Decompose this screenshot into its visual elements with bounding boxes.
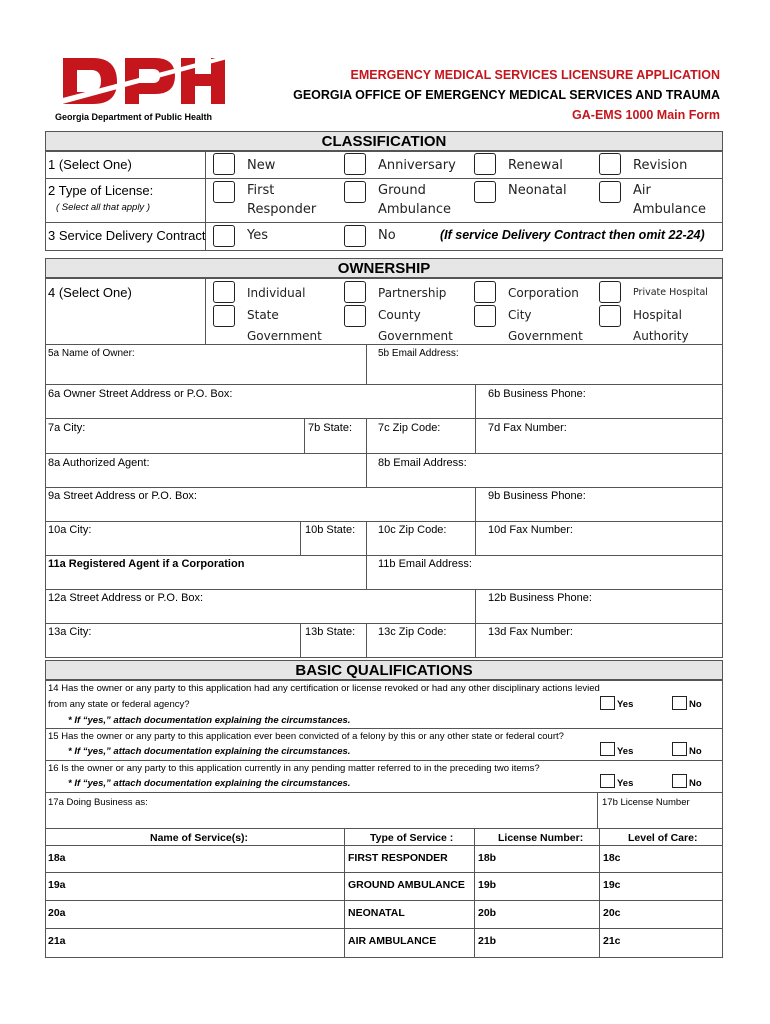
contract-note: (If service Delivery Contract then omit 22-24) <box>440 228 705 242</box>
option-hospital-1: Hospital <box>633 308 682 322</box>
question-16-note: * If “yes,” attach documentation explaining the circumstances. <box>68 778 351 789</box>
classification-heading: CLASSIFICATION <box>45 131 723 151</box>
cell-ground-ambulance: GROUND AMBULANCE <box>348 879 465 891</box>
cell-20b[interactable]: 20b <box>478 907 497 919</box>
q16-yes-label: Yes <box>617 778 634 789</box>
checkbox-neonatal[interactable] <box>474 181 496 203</box>
header-level-of-care: Level of Care: <box>628 832 698 844</box>
classification-q1-label: 1 (Select One) <box>48 157 132 172</box>
field-10c-zip[interactable]: 10c Zip Code: <box>378 524 447 536</box>
checkbox-q14-no[interactable] <box>672 696 687 710</box>
form-title: EMERGENCY MEDICAL SERVICES LICENSURE APPLICATION <box>350 68 720 82</box>
checkbox-new[interactable] <box>213 153 235 175</box>
checkbox-q16-no[interactable] <box>672 774 687 788</box>
checkbox-city-government[interactable] <box>474 305 496 327</box>
classification-q2-label: 2 Type of License: <box>48 183 154 198</box>
checkbox-revision[interactable] <box>599 153 621 175</box>
checkbox-renewal[interactable] <box>474 153 496 175</box>
q15-yes-label: Yes <box>617 746 634 757</box>
option-ground-ambulance-1: Ground <box>378 183 426 198</box>
option-county-2: Government <box>378 329 453 343</box>
field-7d-fax[interactable]: 7d Fax Number: <box>488 422 567 434</box>
checkbox-partnership[interactable] <box>344 281 366 303</box>
checkbox-air-ambulance[interactable] <box>599 181 621 203</box>
option-contract-yes: Yes <box>247 228 268 243</box>
option-anniversary: Anniversary <box>378 158 456 173</box>
field-10a-city[interactable]: 10a City: <box>48 524 92 536</box>
cell-18a[interactable]: 18a <box>48 852 66 864</box>
cell-18b[interactable]: 18b <box>478 852 497 864</box>
checkbox-contract-yes[interactable] <box>213 225 235 247</box>
office-title: GEORGIA OFFICE OF EMERGENCY MEDICAL SERVICES AND TRAUMA <box>293 88 720 102</box>
checkbox-q16-yes[interactable] <box>600 774 615 788</box>
checkbox-individual[interactable] <box>213 281 235 303</box>
q15-no-label: No <box>689 746 702 757</box>
option-city-1: City <box>508 308 532 322</box>
q14-yes-label: Yes <box>617 699 634 710</box>
field-12a-address[interactable]: 12a Street Address or P.O. Box: <box>48 592 204 604</box>
field-7b-state[interactable]: 7b State: <box>308 422 353 434</box>
select-all-note: ( Select all that apply ) <box>56 202 150 213</box>
cell-19c[interactable]: 19c <box>603 879 621 891</box>
cell-19b[interactable]: 19b <box>478 879 497 891</box>
header-type-of-service: Type of Service : <box>370 832 454 844</box>
checkbox-q15-yes[interactable] <box>600 742 615 756</box>
header-license-number: License Number: <box>498 832 584 844</box>
checkbox-corporation[interactable] <box>474 281 496 303</box>
option-first-responder-2: Responder <box>247 202 317 217</box>
field-17a-dba[interactable]: 17a Doing Business as: <box>48 797 148 808</box>
cell-20c[interactable]: 20c <box>603 907 621 919</box>
field-10d-fax[interactable]: 10d Fax Number: <box>488 524 573 536</box>
option-new: New <box>247 158 276 173</box>
field-10b-state[interactable]: 10b State: <box>305 524 356 536</box>
option-air-ambulance-1: Air <box>633 183 651 198</box>
ownership-q4-label: 4 (Select One) <box>48 285 132 300</box>
q14-no-label: No <box>689 699 702 710</box>
checkbox-hospital-authority[interactable] <box>599 305 621 327</box>
field-7a-city[interactable]: 7a City: <box>48 422 86 434</box>
field-13c-zip[interactable]: 13c Zip Code: <box>378 626 447 638</box>
q16-no-label: No <box>689 778 702 789</box>
option-state-1: State <box>247 308 279 322</box>
question-15-note: * If “yes,” attach documentation explaining the circumstances. <box>68 746 351 757</box>
option-contract-no: No <box>378 228 396 243</box>
question-15-text: 15 Has the owner or any party to this application ever been convicted of a felony by this or any other state or federal court? <box>48 731 564 742</box>
basic-qualifications-heading: BASIC QUALIFICATIONS <box>45 660 723 680</box>
field-5b-email[interactable]: 5b Email Address: <box>378 348 459 359</box>
field-8a-agent[interactable]: 8a Authorized Agent: <box>48 457 150 469</box>
question-14-note: * If “yes,” attach documentation explaining the circumstances. <box>68 715 351 726</box>
option-revision: Revision <box>633 158 688 173</box>
classification-q3-label: 3 Service Delivery Contract <box>48 228 206 243</box>
checkbox-county-government[interactable] <box>344 305 366 327</box>
option-first-responder-1: First <box>247 183 275 198</box>
checkbox-q14-yes[interactable] <box>600 696 615 710</box>
cell-first-responder: FIRST RESPONDER <box>348 852 448 864</box>
header-name-of-service: Name of Service(s): <box>150 832 249 844</box>
option-hospital-2: Authority <box>633 329 689 343</box>
option-private-hospital: Private Hospital <box>633 287 708 298</box>
question-14-text: 14 Has the owner or any party to this application had any certification or license revoked or had any other disciplinary actions levied <box>48 683 600 694</box>
field-13d-fax[interactable]: 13d Fax Number: <box>488 626 573 638</box>
option-ground-ambulance-2: Ambulance <box>378 202 452 217</box>
field-17b-license[interactable]: 17b License Number <box>602 797 690 808</box>
cell-air-ambulance: AIR AMBULANCE <box>348 935 437 947</box>
field-7c-zip[interactable]: 7c Zip Code: <box>378 422 441 434</box>
cell-18c[interactable]: 18c <box>603 852 621 864</box>
field-6b-phone[interactable]: 6b Business Phone: <box>488 388 586 400</box>
cell-19a[interactable]: 19a <box>48 879 66 891</box>
checkbox-q15-no[interactable] <box>672 742 687 756</box>
checkbox-ground-ambulance[interactable] <box>344 181 366 203</box>
checkbox-state-government[interactable] <box>213 305 235 327</box>
option-neonatal: Neonatal <box>508 183 567 198</box>
option-county-1: County <box>378 308 421 322</box>
field-12b-phone[interactable]: 12b Business Phone: <box>488 592 592 604</box>
option-air-ambulance-2: Ambulance <box>633 202 707 217</box>
checkbox-first-responder[interactable] <box>213 181 235 203</box>
field-5a-owner-name[interactable]: 5a Name of Owner: <box>48 348 135 359</box>
field-13a-city[interactable]: 13a City: <box>48 626 92 638</box>
checkbox-contract-no[interactable] <box>344 225 366 247</box>
field-11b-email[interactable]: 11b Email Address: <box>378 558 472 570</box>
cell-21c[interactable]: 21c <box>603 935 621 947</box>
cell-21a[interactable]: 21a <box>48 935 66 947</box>
checkbox-private-hospital[interactable] <box>599 281 621 303</box>
field-6a-address[interactable]: 6a Owner Street Address or P.O. Box: <box>48 388 233 400</box>
cell-20a[interactable]: 20a <box>48 907 66 919</box>
field-13b-state[interactable]: 13b State: <box>305 626 356 638</box>
question-14-text-2: from any state or federal agency? <box>48 699 190 710</box>
checkbox-anniversary[interactable] <box>344 153 366 175</box>
field-9a-address[interactable]: 9a Street Address or P.O. Box: <box>48 490 197 502</box>
option-city-2: Government <box>508 329 583 343</box>
form-id: GA-EMS 1000 Main Form <box>572 108 720 122</box>
field-11a-registered-agent[interactable]: 11a Registered Agent if a Corporation <box>48 558 245 570</box>
field-9b-phone[interactable]: 9b Business Phone: <box>488 490 586 502</box>
ownership-heading: OWNERSHIP <box>45 258 723 278</box>
option-partnership: Partnership <box>378 286 447 300</box>
cell-21b[interactable]: 21b <box>478 935 497 947</box>
question-16-text: 16 Is the owner or any party to this application currently in any pending matter referred to in the preceding two items? <box>48 763 540 774</box>
option-renewal: Renewal <box>508 158 563 173</box>
cell-neonatal: NEONATAL <box>348 907 405 919</box>
option-individual: Individual <box>247 286 306 300</box>
field-8b-email[interactable]: 8b Email Address: <box>378 457 467 469</box>
option-state-2: Government <box>247 329 322 343</box>
option-corporation: Corporation <box>508 286 579 300</box>
logo-subtitle: Georgia Department of Public Health <box>55 112 213 122</box>
